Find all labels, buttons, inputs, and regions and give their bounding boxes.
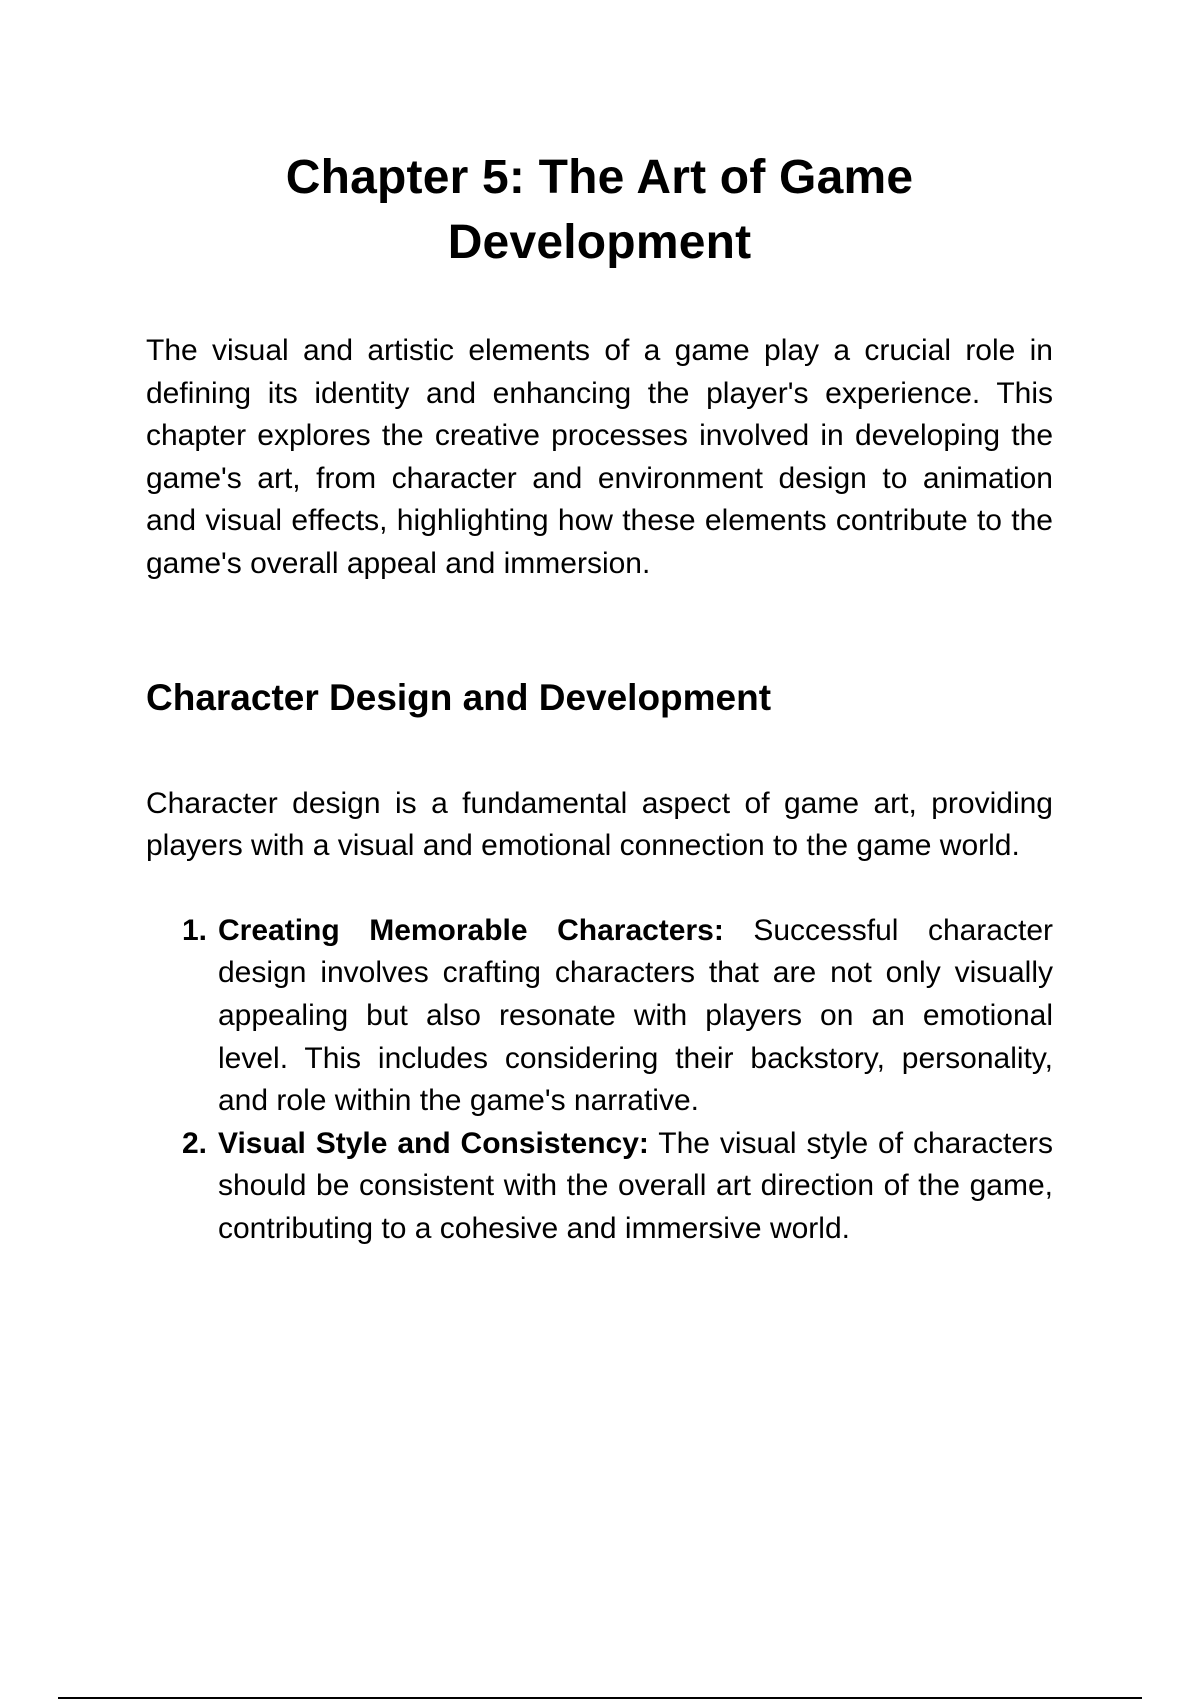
numbered-list <box>146 910 1053 1251</box>
list-item <box>146 1123 1053 1251</box>
page-content <box>146 145 1053 1251</box>
list-item-text: Successful character design involves crafting characters that are not only visually appealing but also resonate with players on an emotional level. This includes considering their backstory, personality, and role within the game's narrative. <box>218 913 1053 1118</box>
list-item-number: 2. <box>182 1126 208 1160</box>
list-item-text: The visual style of characters should be consistent with the overall art direction of the game, contributing to a cohesive and immersive world. <box>218 1126 1053 1245</box>
section-intro-paragraph: Character design is a fundamental aspect of game art, providing players with a visual and emotional connection to the game world. <box>146 786 1053 863</box>
list-item-number: 1. <box>182 913 208 947</box>
intro-paragraph: The visual and artistic elements of a game play a crucial role in defining its identity and enhancing the player's experience. This chapter explores the creative processes involved in developing the game's art, from character and environment design to animation and visual effects, highlighting how these elements contribute to the game's overall appeal and immersion. <box>146 334 1053 580</box>
list-item-term: Visual Style and Consistency: <box>218 1126 649 1160</box>
list-item <box>146 910 1053 1123</box>
chapter-title-line-2: Development <box>447 216 752 269</box>
footer-divider <box>58 1697 1142 1699</box>
chapter-title <box>146 145 1053 275</box>
section-heading: Character Design and Development <box>146 676 772 718</box>
chapter-title-line-1: Chapter 5: The Art of Game <box>285 151 914 204</box>
list-item-term: Creating Memorable Characters: <box>218 913 724 947</box>
